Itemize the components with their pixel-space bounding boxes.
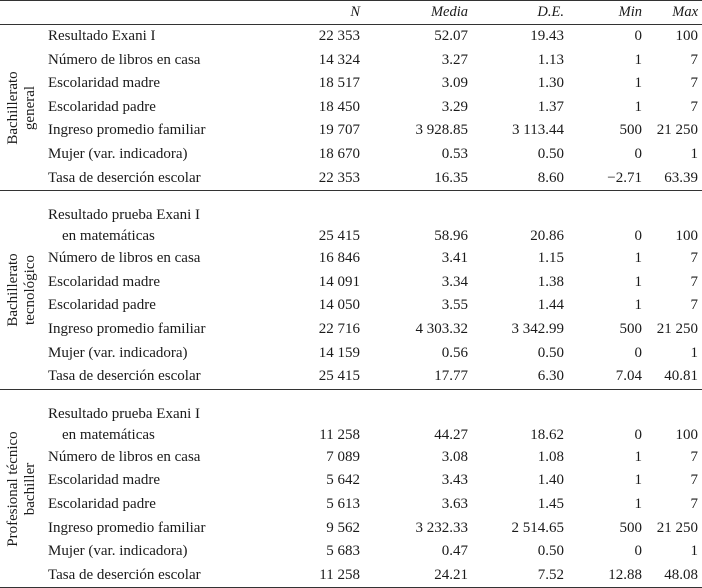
cell-de: 8.60 (472, 167, 568, 191)
table-row (0, 271, 702, 295)
cell-media: 58.96 (434, 228, 468, 245)
cell-de: 2 514.65 (511, 519, 564, 536)
cell-min: 1 (634, 250, 642, 267)
cell-n: 14 091 (318, 273, 360, 290)
cell-de: 0.50 (537, 145, 564, 162)
cell-de: 0.50 (537, 344, 564, 361)
table-row (0, 469, 702, 493)
table-row (0, 517, 702, 541)
cell-de: 1.30 (537, 75, 564, 92)
table-row (0, 96, 702, 120)
row-label: Mujer (var. indicadora) (48, 344, 188, 361)
cell-n: 22 716 (318, 320, 360, 337)
table-row (0, 425, 702, 446)
cell-media: 3.41 (441, 250, 468, 267)
cell-n: 11 258 (264, 564, 364, 588)
cell-max: 7 (690, 98, 698, 115)
cell-de: 3 113.44 (512, 122, 564, 139)
row-label: Mujer (var. indicadora) (48, 145, 188, 162)
cell-max: 21 250 (656, 122, 698, 139)
cell-min: 12.88 (568, 564, 646, 588)
group-label-profesional-tecnico-bachiller: Profesional técnico bachiller (0, 389, 44, 588)
cell-n: 25 415 (264, 365, 364, 389)
table-row (0, 404, 702, 425)
table-row (0, 493, 702, 517)
cell-media: 3.55 (441, 297, 468, 314)
group-label-bachillerato-tecnologico: Bachillerato tecnológico (0, 191, 44, 390)
row-label: Tasa de deserción escolar (44, 167, 264, 191)
cell-min: 500 (619, 122, 642, 139)
cell-min: 1 (634, 297, 642, 314)
header-min: Min (568, 1, 646, 25)
table-row (0, 25, 702, 49)
cell-min: 0 (634, 344, 642, 361)
cell-min: 0 (634, 145, 642, 162)
spacer-row (0, 389, 702, 404)
row-label: Número de libros en casa (48, 250, 201, 267)
cell-de: 19.43 (530, 28, 564, 44)
cell-de: 18.62 (530, 426, 564, 443)
cell-max: 7 (690, 495, 698, 512)
row-label: Escolaridad padre (48, 495, 156, 512)
cell-media: 3.34 (441, 273, 468, 290)
cell-min: 500 (619, 519, 642, 536)
cell-media: 52.07 (434, 28, 468, 44)
cell-min: 1 (634, 472, 642, 489)
cell-media: 0.53 (441, 145, 468, 162)
cell-de: 3 342.99 (511, 320, 564, 337)
table-row (0, 564, 702, 588)
cell-media: 4 303.32 (415, 320, 468, 337)
cell-min: 0 (634, 28, 642, 44)
cell-min: 0 (634, 228, 642, 245)
table-row (0, 365, 702, 389)
cell-n: 5 613 (326, 495, 360, 512)
spacer-row (0, 191, 702, 206)
group-label-bachillerato-general: Bachillerato general (0, 25, 44, 191)
row-label: Número de libros en casa (48, 448, 201, 465)
cell-max: 48.08 (646, 564, 702, 588)
cell-de: 1.08 (537, 448, 564, 465)
cell-n: 18 450 (318, 98, 360, 115)
table-row (0, 540, 702, 564)
cell-de: 1.13 (537, 51, 564, 68)
cell-n: 11 258 (319, 426, 360, 443)
cell-de: 1.40 (537, 472, 564, 489)
cell-media: 24.21 (364, 564, 472, 588)
cell-media: 3.63 (441, 495, 468, 512)
cell-max: 7 (690, 75, 698, 92)
cell-media: 16.35 (364, 167, 472, 191)
cell-max: 100 (675, 28, 698, 44)
cell-de: 0.50 (537, 543, 564, 560)
cell-de: 1.44 (537, 297, 564, 314)
cell-min: 1 (634, 75, 642, 92)
table-row (0, 49, 702, 73)
row-label: Resultado prueba Exani I (48, 207, 201, 224)
row-label: Mujer (var. indicadora) (48, 543, 188, 560)
row-label: Tasa de deserción escolar (44, 564, 264, 588)
table-row (0, 167, 702, 191)
cell-max: 7 (690, 273, 698, 290)
cell-de: 1.15 (537, 250, 564, 267)
row-label: Escolaridad madre (48, 273, 161, 290)
row-label: Escolaridad madre (48, 472, 161, 489)
header-max: Max (646, 1, 702, 25)
row-label: Tasa de deserción escolar (44, 365, 264, 389)
cell-min: 1 (634, 98, 642, 115)
cell-max: 21 250 (656, 320, 698, 337)
cell-de: 1.37 (537, 98, 564, 115)
table-row (0, 205, 702, 226)
cell-max: 1 (690, 344, 698, 361)
cell-media: 3.29 (441, 98, 468, 115)
row-label: Escolaridad padre (48, 98, 156, 115)
table-row (0, 226, 702, 247)
cell-n: 14 159 (318, 344, 360, 361)
cell-n: 16 846 (318, 250, 360, 267)
row-label: Escolaridad padre (48, 297, 156, 314)
table-row (0, 143, 702, 167)
table-row (0, 119, 702, 143)
cell-max: 7 (690, 51, 698, 68)
cell-media: 3 232.33 (415, 519, 468, 536)
row-label: Escolaridad madre (48, 75, 161, 92)
cell-min: 1 (634, 495, 642, 512)
header-de: D.E. (472, 1, 568, 25)
row-label-continued: en matemáticas (62, 228, 155, 245)
cell-max: 7 (690, 448, 698, 465)
table-row (0, 446, 702, 470)
cell-media: 0.47 (441, 543, 468, 560)
cell-n: 22 353 (318, 28, 360, 44)
cell-media: 3.43 (441, 472, 468, 489)
cell-n: 19 707 (318, 122, 360, 139)
cell-n: 5 642 (326, 472, 360, 489)
cell-min: 1 (634, 448, 642, 465)
cell-media: 3.09 (441, 75, 468, 92)
cell-media: 3.08 (441, 448, 468, 465)
cell-media: 0.56 (441, 344, 468, 361)
cell-n: 14 324 (318, 51, 360, 68)
header-n: N (264, 1, 364, 25)
cell-max: 1 (690, 145, 698, 162)
table-row (0, 294, 702, 318)
cell-min: 1 (634, 51, 642, 68)
cell-media: 17.77 (364, 365, 472, 389)
row-label: Ingreso promedio familiar (48, 122, 206, 139)
cell-n: 14 050 (318, 297, 360, 314)
cell-min: 500 (619, 320, 642, 337)
cell-max: 7 (690, 297, 698, 314)
row-label: Resultado Exani I (48, 28, 156, 44)
cell-n: 18 670 (318, 145, 360, 162)
cell-max: 7 (690, 472, 698, 489)
cell-media: 3 928.85 (415, 122, 468, 139)
cell-de: 6.30 (472, 365, 568, 389)
row-label: Ingreso promedio familiar (48, 320, 206, 337)
header-media: Media (364, 1, 472, 25)
cell-max: 63.39 (646, 167, 702, 191)
cell-max: 1 (690, 543, 698, 560)
table-row (0, 318, 702, 342)
cell-n: 25 415 (318, 228, 360, 245)
cell-max: 100 (675, 426, 698, 443)
cell-n: 7 089 (326, 448, 360, 465)
header-variable-empty (44, 1, 264, 25)
table-row (0, 247, 702, 271)
cell-de: 1.45 (537, 495, 564, 512)
table-row (0, 72, 702, 96)
cell-de: 20.86 (530, 228, 564, 245)
table-row (0, 342, 702, 366)
row-label-continued: en matemáticas (62, 426, 155, 443)
header-group-empty (0, 1, 44, 25)
cell-min: −2.71 (568, 167, 646, 191)
row-label: Ingreso promedio familiar (48, 519, 206, 536)
row-label: Número de libros en casa (48, 51, 201, 68)
cell-n: 18 517 (318, 75, 360, 92)
cell-max: 7 (690, 250, 698, 267)
cell-min: 0 (634, 543, 642, 560)
cell-min: 7.04 (568, 365, 646, 389)
cell-de: 7.52 (472, 564, 568, 588)
cell-media: 44.27 (434, 426, 468, 443)
cell-n: 22 353 (264, 167, 364, 191)
cell-min: 0 (634, 426, 642, 443)
cell-de: 1.38 (537, 273, 564, 290)
cell-max: 40.81 (646, 365, 702, 389)
header-row (0, 1, 702, 25)
cell-n: 5 683 (326, 543, 360, 560)
row-label: Resultado prueba Exani I (48, 405, 201, 422)
cell-n: 9 562 (326, 519, 360, 536)
cell-max: 21 250 (656, 519, 698, 536)
cell-min: 1 (634, 273, 642, 290)
cell-media: 3.27 (441, 51, 468, 68)
cell-max: 100 (675, 228, 698, 245)
